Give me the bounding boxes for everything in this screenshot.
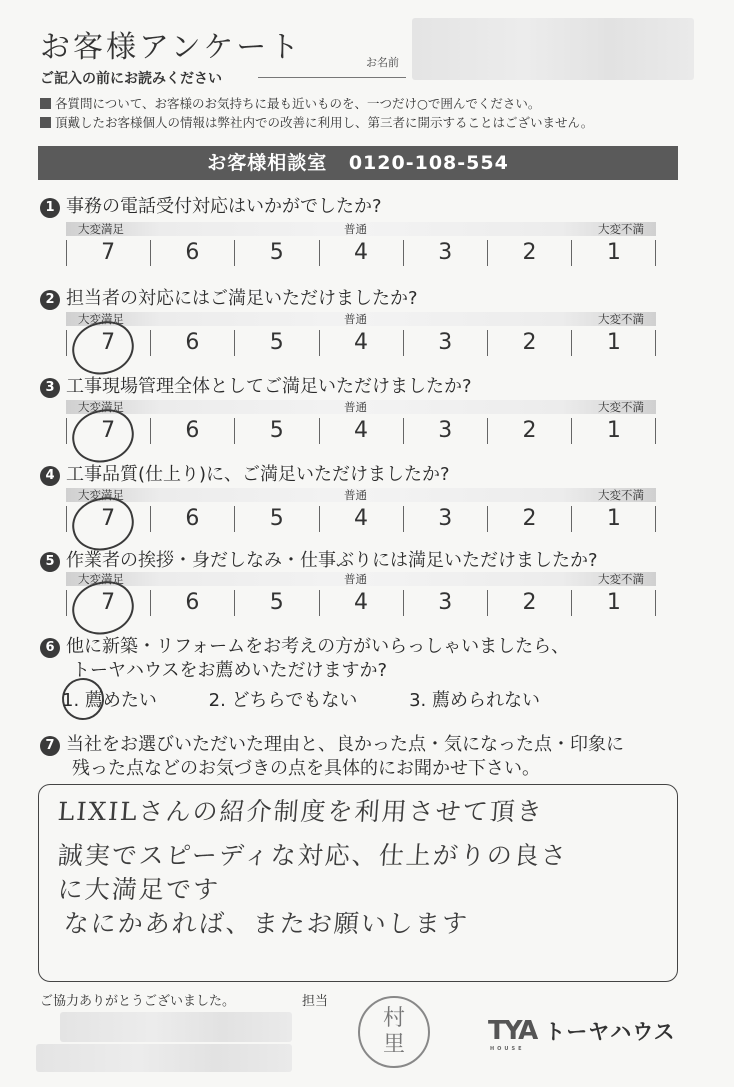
rating-scale-3: 大変満足 普通 大変不満 7 6 5 4 3 2 1 <box>66 400 656 450</box>
rating-option[interactable]: 4 <box>353 418 368 443</box>
rating-option[interactable]: 2 <box>522 240 537 265</box>
staff-label: 担当 <box>302 994 329 1009</box>
rating-option[interactable]: 1 <box>606 240 621 265</box>
thanks-text: ご協力ありがとうございました。 <box>40 994 236 1009</box>
square-bullet-icon <box>40 117 51 128</box>
rating-option[interactable]: 6 <box>185 418 200 443</box>
rating-option[interactable]: 7 <box>101 330 116 355</box>
question-number-badge: 2 <box>40 290 60 310</box>
redacted-name <box>412 18 694 80</box>
handwritten-line: なにかあれば、またお願いします <box>62 909 470 938</box>
rating-option[interactable]: 7 <box>101 506 116 531</box>
rating-option[interactable]: 5 <box>269 590 284 615</box>
rating-option[interactable]: 5 <box>269 240 284 265</box>
question-number-badge: 1 <box>40 198 60 218</box>
rating-option[interactable]: 4 <box>353 240 368 265</box>
question-4: 4 工事品質(仕上り)に、ご満足いただけましたか? <box>40 460 450 486</box>
redacted-block <box>60 1012 292 1042</box>
rating-option[interactable]: 5 <box>269 506 284 531</box>
handwritten-line: LIXILさんの紹介制度を利用させて頂き <box>56 797 545 826</box>
rating-scale-5: 大変満足 普通 大変不満 7 6 5 4 3 2 1 <box>66 572 656 622</box>
banner-phone: 0120-108-554 <box>348 152 509 174</box>
rating-option[interactable]: 2 <box>522 590 537 615</box>
rating-option[interactable]: 7 <box>101 590 116 615</box>
question-7: 7 当社をお選びいただいた理由と、良かった点・気になった点・印象に <box>40 730 624 756</box>
rating-scale-4: 大変満足 普通 大変不満 7 6 5 4 3 2 1 <box>66 488 656 538</box>
option-recommend[interactable]: 1. 薦めたい <box>62 690 157 711</box>
page-title: お客様アンケート <box>40 30 303 65</box>
logo-mark: TYA HOUSE <box>488 1016 537 1052</box>
question-5: 5 作業者の挨拶・身だしなみ・仕事ぶりには満足いただけましたか? <box>40 546 598 572</box>
rating-option[interactable]: 3 <box>438 418 453 443</box>
rating-option[interactable]: 4 <box>353 590 368 615</box>
rating-option[interactable]: 2 <box>522 506 537 531</box>
question-6: 6 他に新築・リフォームをお考えの方がいらっしゃいましたら、 <box>40 632 569 658</box>
rating-option[interactable]: 4 <box>353 506 368 531</box>
rating-option[interactable]: 7 <box>101 418 116 443</box>
question-2: 2 担当者の対応にはご満足いただけましたか? <box>40 284 418 310</box>
company-name: トーヤハウス <box>544 1020 676 1044</box>
instruction-line: 各質問について、お客様のお気持ちに最も近いものを、一つだけ○で囲んでください。 <box>40 94 540 112</box>
question-6-line2: トーヤハウスをお薦めいただけますか? <box>72 660 388 681</box>
handwritten-line: に大満足です <box>56 875 221 904</box>
rating-option[interactable]: 2 <box>522 330 537 355</box>
consultation-banner <box>38 146 678 180</box>
rating-scale-1: 大変満足 普通 大変不満 7 6 5 4 3 2 1 <box>66 222 656 272</box>
rating-option[interactable]: 3 <box>438 590 453 615</box>
rating-option[interactable]: 5 <box>269 418 284 443</box>
rating-scale-2: 大変満足 普通 大変不満 7 6 5 4 3 2 1 <box>66 312 656 362</box>
option-not-recommend[interactable]: 3. 薦められない <box>409 690 540 711</box>
square-bullet-icon <box>40 98 51 109</box>
instructions-heading: ご記入の前にお読みください <box>40 71 222 87</box>
option-neutral[interactable]: 2. どちらでもない <box>208 690 358 711</box>
rating-option[interactable]: 6 <box>185 330 200 355</box>
seal-stamp: 村 里 <box>358 996 430 1068</box>
heading-rule <box>258 77 406 78</box>
banner-label: お客様相談室 <box>207 152 328 174</box>
recommend-options <box>62 686 586 712</box>
rating-option[interactable]: 1 <box>606 506 621 531</box>
rating-option[interactable]: 1 <box>606 418 621 443</box>
rating-option[interactable]: 6 <box>185 240 200 265</box>
rating-option[interactable]: 6 <box>185 590 200 615</box>
question-number-badge: 6 <box>40 638 60 658</box>
question-7-line2: 残った点などのお気づきの点を具体的にお聞かせ下さい。 <box>72 758 540 779</box>
rating-option[interactable]: 3 <box>438 506 453 531</box>
instruction-line: 頂戴したお客様個人の情報は弊社内での改善に利用し、第三者に開示することはございません。 <box>40 113 593 131</box>
question-number-badge: 7 <box>40 736 60 756</box>
question-number-badge: 3 <box>40 378 60 398</box>
question-number-badge: 4 <box>40 466 60 486</box>
rating-option[interactable]: 4 <box>353 330 368 355</box>
rating-option[interactable]: 6 <box>185 506 200 531</box>
question-3: 3 工事現場管理全体としてご満足いただけましたか? <box>40 372 472 398</box>
rating-option[interactable]: 3 <box>438 330 453 355</box>
rating-option[interactable]: 7 <box>101 240 116 265</box>
rating-option[interactable]: 3 <box>438 240 453 265</box>
rating-option[interactable]: 1 <box>606 330 621 355</box>
question-number-badge: 5 <box>40 552 60 572</box>
name-label: お名前 <box>366 56 399 69</box>
redacted-block <box>36 1044 292 1072</box>
question-1: 1 事務の電話受付対応はいかがでしたか? <box>40 192 382 218</box>
rating-option[interactable]: 2 <box>522 418 537 443</box>
company-logo <box>488 1016 676 1052</box>
rating-option[interactable]: 1 <box>606 590 621 615</box>
handwritten-line: 誠実でスピーディな対応、仕上がりの良さ <box>56 841 569 870</box>
rating-option[interactable]: 5 <box>269 330 284 355</box>
